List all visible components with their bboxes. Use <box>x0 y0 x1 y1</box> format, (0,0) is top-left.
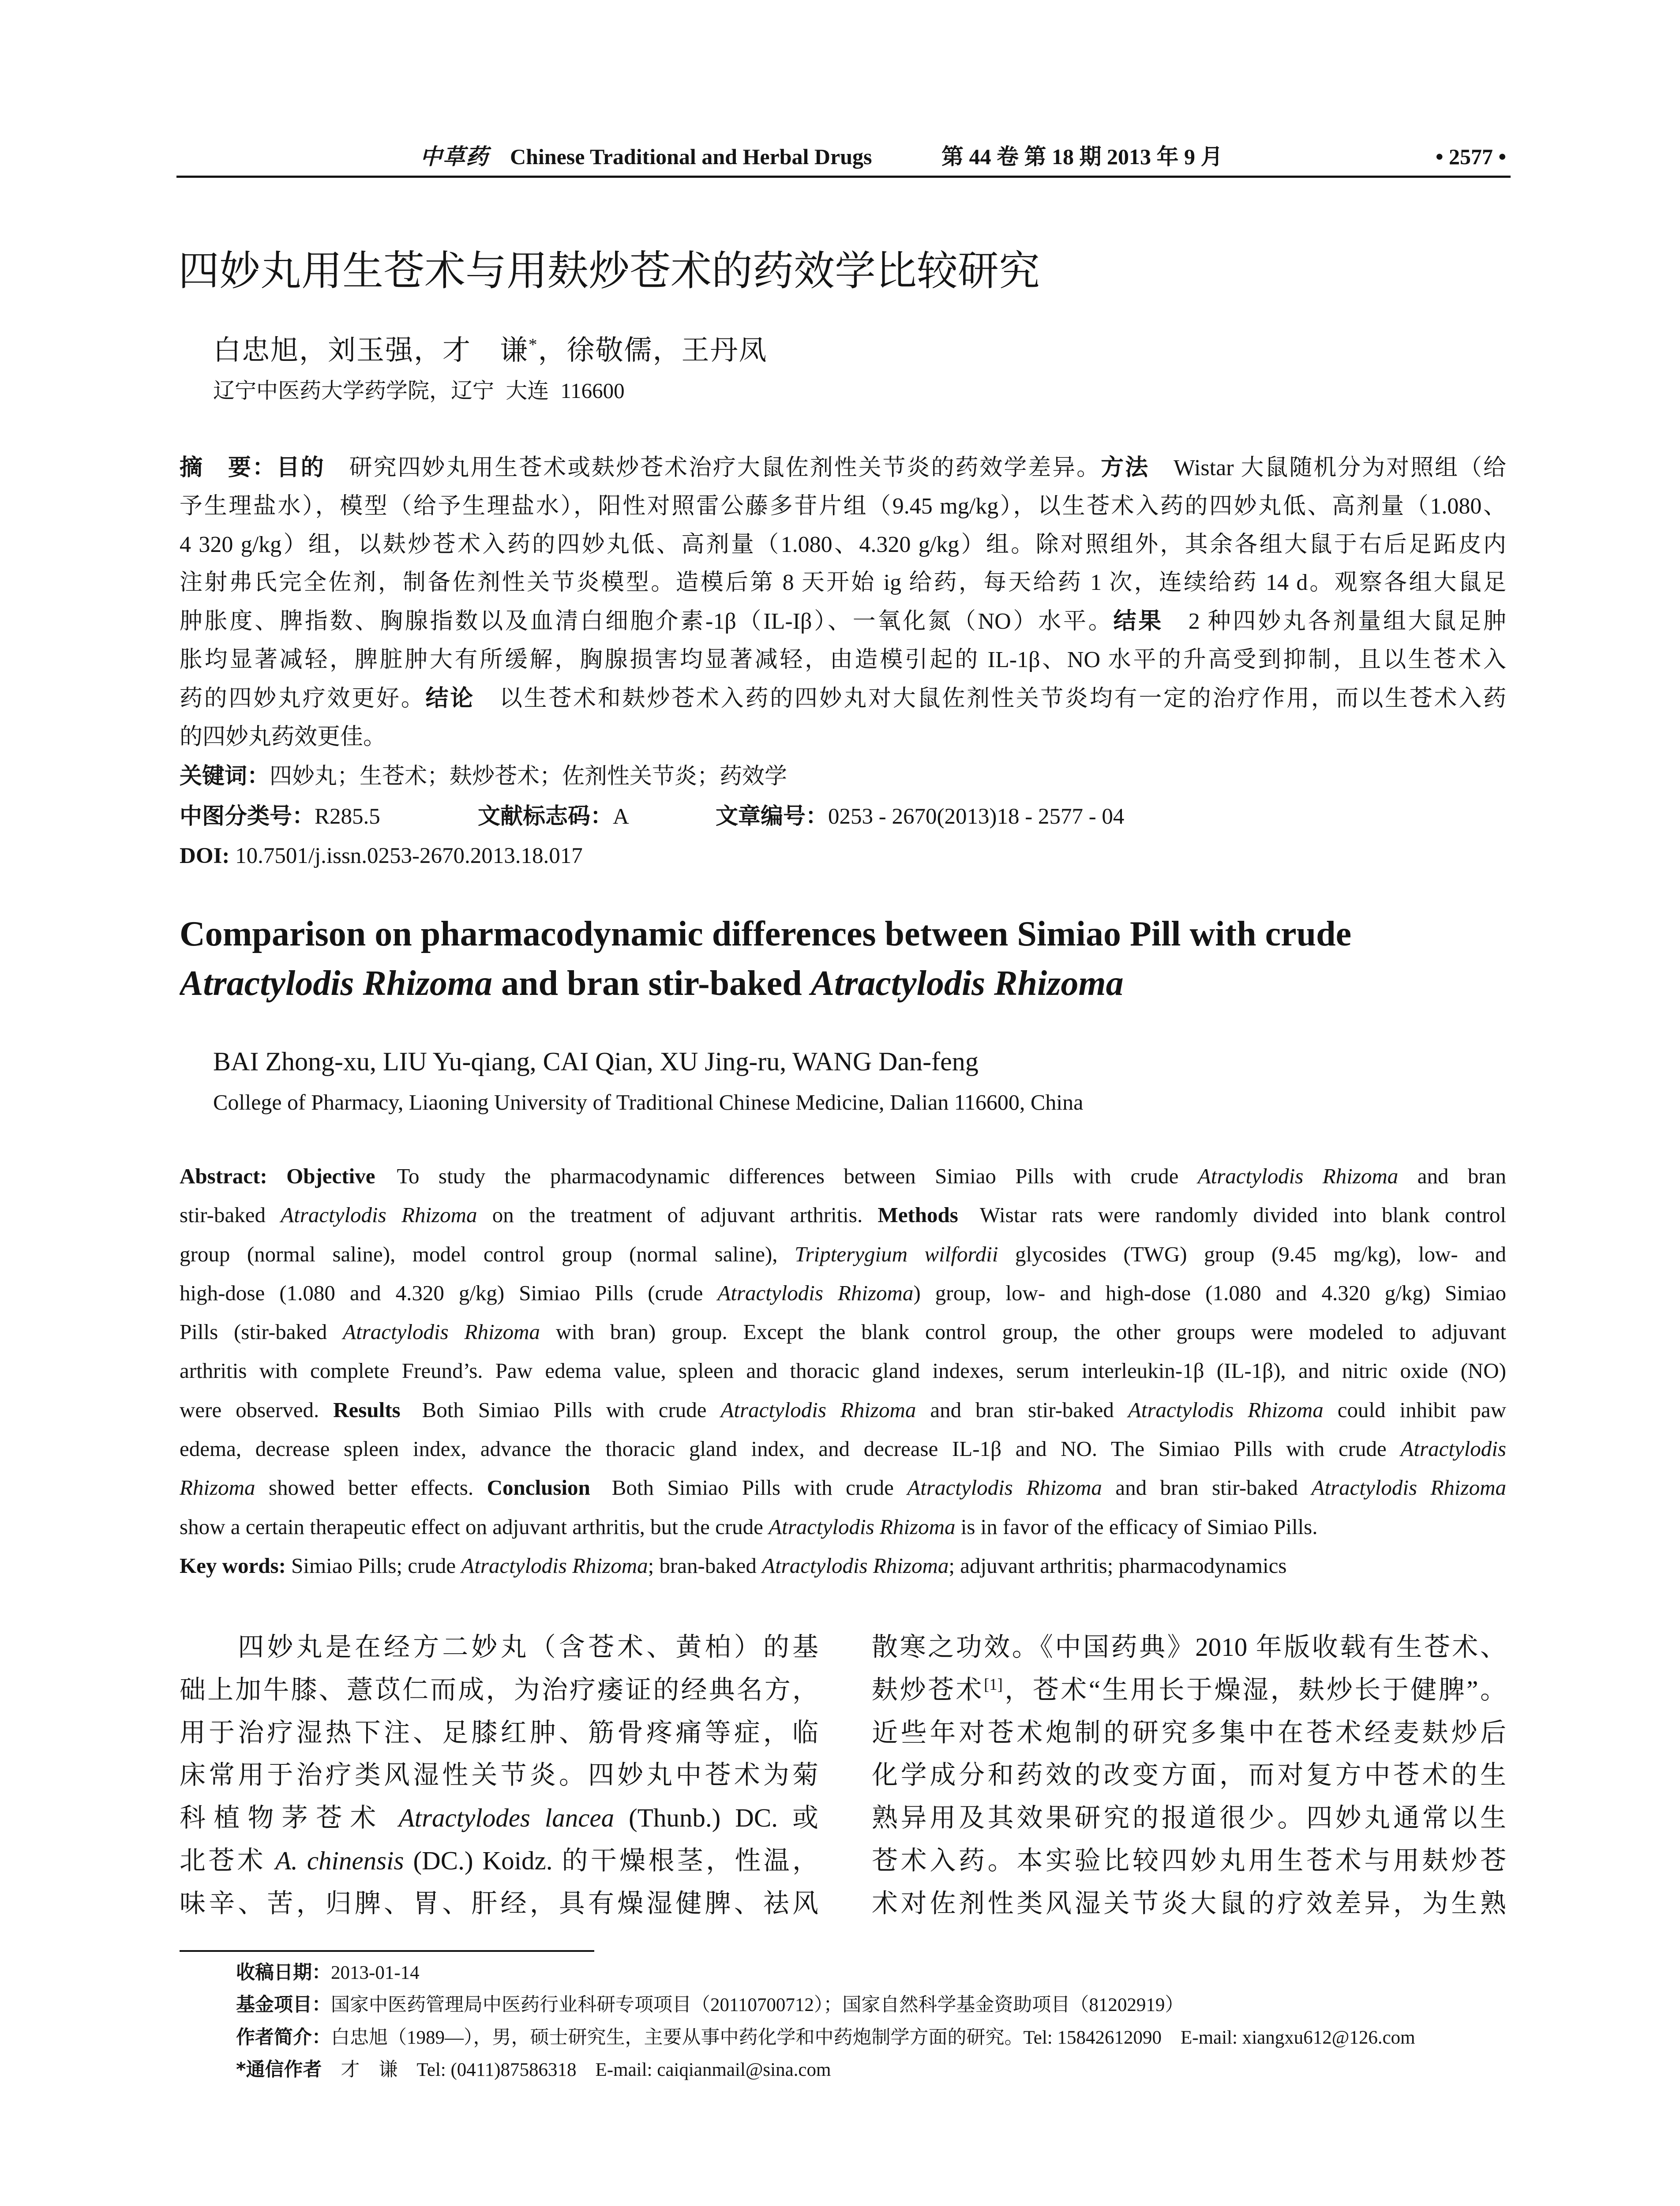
text-run: 国家中医药管理局中医药行业科研专项项目（20110700712）；国家自然科学基金资助项目（81202919） <box>331 1995 1184 2016</box>
text-run: 味辛、苦，归脾、胃、肝经，具有燥湿健脾、祛风 <box>180 1888 818 1918</box>
keywords-cn <box>180 757 1506 796</box>
bold-label: Results <box>333 1397 401 1422</box>
body-line <box>180 1669 818 1711</box>
body-line <box>872 1669 1506 1711</box>
abstract-en-line <box>180 1274 1506 1313</box>
bold-label: *通信作者 <box>236 2058 322 2081</box>
abstract-en-line <box>180 1313 1506 1351</box>
abstract-en-line <box>180 1508 1506 1546</box>
bold-label: 基金项目： <box>236 1994 331 2016</box>
text-run: 胀均显著减轻，脾脏肿大有所缓解，胸腺损害均显著减轻，由造模引起的 IL-1β、NO 水平的升高受到抑制，且以生苍术入 <box>180 647 1506 672</box>
text-run: 四妙丸是在经方二妙丸（含苍术、黄柏）的基 <box>180 1632 818 1662</box>
text-run: 研究四妙丸用生苍术或麸炒苍术治疗大鼠佐剂性关节炎的药效学差异。 <box>325 455 1101 480</box>
body-line <box>872 1711 1506 1754</box>
body-column-right <box>872 1626 1506 1925</box>
abstract-cn-line <box>180 488 1506 526</box>
text-run: 础上加牛膝、薏苡仁而成，为治疗痿证的经典名方， <box>180 1675 818 1704</box>
text-run: Both Simiao Pills with crude <box>590 1475 908 1500</box>
italic-term: Atractylodis Rhizoma <box>762 1553 949 1578</box>
article-number <box>716 797 1124 837</box>
italic-term: Atractylodis Rhizoma <box>1311 1475 1506 1500</box>
keywords-en <box>180 1546 1506 1585</box>
bold-label: 摘 要： <box>180 454 277 481</box>
footnote-line <box>236 1989 1506 2021</box>
italic-term: Atractylodes lancea <box>398 1803 615 1833</box>
text-run: 北苍术 <box>180 1846 275 1875</box>
text-run: 2013-01-14 <box>331 1962 420 1983</box>
text-run: 予生理盐水），模型（给予生理盐水），阳性对照雷公藤多苷片组（9.45 mg/kg），以生苍术入药的四妙丸低、高剂量（1.080、 <box>180 493 1506 519</box>
text-run: 以生苍术和麸炒苍术入药的四妙丸对大鼠佐剂性关节炎均有一定的治疗作用，而以生苍术入药 <box>475 686 1506 711</box>
bold-label: Methods <box>878 1203 958 1227</box>
bold-label: 收稿日期： <box>236 1962 331 1984</box>
text-run: R285.5 <box>315 804 380 829</box>
italic-term: Atractylodis Rhizoma <box>281 1203 477 1227</box>
bold-label: 中图分类号： <box>180 803 315 829</box>
journal-name-en: Chinese Traditional and Herbal Drugs <box>510 144 872 169</box>
text-run: edema, decrease spleen index, advance the thoracic gland index, and decrease IL-1β and NO. The Simiao Pills with crude <box>180 1437 1401 1461</box>
text-run: 散寒之功效。《中国药典》2010 年版收载有生苍术、 <box>872 1632 1506 1662</box>
page-number: • 2577 • <box>1435 144 1506 169</box>
footnote-line <box>236 2022 1506 2054</box>
italic-term: Rhizoma <box>180 1475 255 1500</box>
italic-term: Atractylodis Rhizoma <box>1128 1397 1324 1422</box>
body-line <box>180 1797 818 1839</box>
italic-term: Tripterygium wilfordii <box>795 1242 998 1266</box>
article-title-cn: 四妙丸用生苍术与用麸炒苍术的药效学比较研究 <box>178 247 1040 295</box>
text-run: 才 谦 Tel: (0411)87586318 E-mail: caiqianmail@sina.com <box>322 2059 831 2080</box>
abstract-en-line <box>180 1429 1506 1468</box>
doi <box>180 836 1506 876</box>
header-rule <box>176 176 1511 178</box>
text-run: high-dose (1.080 and 4.320 g/kg) Simiao Pills (crude <box>180 1280 718 1305</box>
abstract-cn-line <box>180 564 1506 602</box>
text-run: and bran stir-baked <box>916 1397 1128 1422</box>
author-list-en: BAI Zhong-xu, LIU Yu-qiang, CAI Qian, XU Jing-ru, WANG Dan-feng <box>213 1047 979 1076</box>
bold-label: Conclusion <box>487 1475 590 1500</box>
italic-term: Atractylodis Rhizoma <box>769 1514 956 1539</box>
text-run: Comparison on pharmacodynamic differences between Simiao Pill with crude <box>180 915 1352 953</box>
body-line <box>180 1711 818 1754</box>
text-run: and bran <box>1398 1164 1506 1188</box>
text-run: could inhibit paw <box>1323 1397 1506 1422</box>
text-run: (DC.) Koidz. 的干燥根茎，性温， <box>404 1846 818 1875</box>
text-run: ) group, low- and high-dose (1.080 and 4.320 g/kg) Simiao <box>913 1280 1506 1305</box>
body-line <box>872 1626 1506 1669</box>
issue-info: 第 44 卷 第 18 期 2013 年 9 月 <box>941 144 1223 169</box>
text-run: 4 320 g/kg）组，以麸炒苍术入药的四妙丸低、高剂量（1.080、4.320 g/kg）组。除对照组外，其余各组大鼠于右后足跖皮内 <box>180 532 1506 557</box>
bold-label: 作者简介： <box>236 2026 331 2048</box>
footnote-line <box>236 2054 1506 2086</box>
italic-term: A. chinensis <box>275 1846 404 1875</box>
text-run: and bran stir-baked <box>492 964 811 1003</box>
italic-term: Atractylodis Rhizoma <box>720 1397 916 1422</box>
italic-term: Atractylodis Rhizoma <box>461 1553 648 1578</box>
superscript-marker: [1] <box>984 1675 1003 1693</box>
italic-term: Atractylodis Rhizoma <box>907 1475 1102 1500</box>
text-run: 四妙丸；生苍术；麸炒苍术；佐剂性关节炎；药效学 <box>270 764 788 789</box>
text-run: ; adjuvant arthritis; pharmacodynamics <box>949 1553 1287 1578</box>
text-run: 肿胀度、脾指数、胸腺指数以及血清白细胞介素-1β（IL-Iβ）、一氧化氮（NO）水平。 <box>180 609 1114 634</box>
text-run: 白忠旭，刘玉强，才 谦 <box>213 335 529 366</box>
abstract-en-line <box>180 1196 1506 1234</box>
clc-number <box>180 797 478 837</box>
text-run: is in favor of the efficacy of Simiao Pills. <box>955 1514 1318 1539</box>
abstract-cn <box>180 449 1506 756</box>
body-line <box>872 1754 1506 1797</box>
title-en-line <box>180 959 1506 1008</box>
abstract-en-line <box>180 1391 1506 1429</box>
text-run: Pills (stir-baked <box>180 1320 343 1344</box>
body-line <box>180 1839 818 1882</box>
body-line <box>872 1797 1506 1839</box>
text-run: To study the pharmacodynamic differences between Simiao Pills with crude <box>375 1164 1198 1188</box>
abstract-cn-line <box>180 526 1506 564</box>
body-line <box>872 1839 1506 1882</box>
text-run: ，苍术“生用长于燥湿，麸炒长于健脾”。 <box>1002 1675 1506 1704</box>
body-line <box>872 1882 1506 1925</box>
title-en-line <box>180 909 1506 959</box>
italic-term: Atractylodis Rhizoma <box>1197 1164 1399 1188</box>
italic-term: Atractylodis <box>1400 1437 1506 1461</box>
text-run: 2 种四妙丸各剂量组大鼠足肿 <box>1163 609 1506 634</box>
italic-term: Atractylodis Rhizoma <box>717 1280 914 1305</box>
footnote-line <box>236 1957 1506 1989</box>
abstract-en-line <box>180 1351 1506 1390</box>
document-code <box>478 797 716 837</box>
text-run: 床常用于治疗类风湿性关节炎。四妙丸中苍术为菊 <box>180 1760 818 1790</box>
text-run: on the treatment of adjuvant arthritis. <box>477 1203 878 1227</box>
text-run: ; bran-baked <box>648 1553 762 1578</box>
text-run: 药的四妙丸疗效更好。 <box>180 686 426 711</box>
bold-label: Abstract: Objective <box>180 1164 375 1188</box>
abstract-cn-line <box>180 602 1506 641</box>
author-list-cn <box>213 333 768 368</box>
bold-label: 关键词： <box>180 763 270 789</box>
text-run: 的四妙丸药效更佳。 <box>180 724 386 750</box>
text-run: 注射弗氏完全佐剂，制备佐剂性关节炎模型。造模后第 8 天开始 ig 给药，每天给药 1 次，连续给药 14 d。观察各组大鼠足 <box>180 570 1506 596</box>
body-line <box>180 1626 818 1669</box>
affiliation-en: College of Pharmacy, Liaoning University of Traditional Chinese Medicine, Dalian 116600, China <box>213 1090 1084 1114</box>
footnotes <box>236 1957 1506 2086</box>
superscript-marker: * <box>529 335 538 354</box>
bold-label: 文章编号： <box>716 803 829 829</box>
text-run: 熟异用及其效果研究的报道很少。四妙丸通常以生 <box>872 1803 1506 1833</box>
text-run: A <box>613 804 629 829</box>
bold-label: 方法 <box>1101 454 1150 481</box>
classification-row <box>180 797 1506 837</box>
text-run: Simiao Pills; crude <box>285 1553 461 1578</box>
text-run: arthritis with complete Freund’s. Paw edema value, spleen and thoracic gland indexes, serum interleukin-1β (IL-1β), and nitric oxide (NO) <box>180 1358 1506 1383</box>
abstract-en-line <box>180 1235 1506 1274</box>
text-run: 用于治疗湿热下注、足膝红肿、筋骨疼痛等症，临 <box>180 1718 818 1747</box>
text-run: Both Simiao Pills with crude <box>400 1397 721 1422</box>
text-run: glycosides (TWG) group (9.45 mg/kg), low- and <box>998 1242 1506 1266</box>
text-run: ，徐敬儒，王丹凤 <box>538 335 768 366</box>
bold-label: 目的 <box>276 454 325 481</box>
body-column-left <box>180 1626 818 1925</box>
bold-label: Key words: <box>180 1553 286 1578</box>
abstract-en <box>180 1157 1506 1546</box>
article-title-en <box>180 909 1506 1008</box>
text-run: 术对佐剂性类风湿关节炎大鼠的疗效差异，为生熟 <box>872 1888 1506 1918</box>
abstract-cn-line <box>180 679 1506 718</box>
abstract-en-line <box>180 1157 1506 1196</box>
text-run: were observed. <box>180 1397 334 1422</box>
bold-label: 结果 <box>1113 608 1164 635</box>
text-run: 白忠旭（1989—），男，硕士研究生，主要从事中药化学和中药炮制学方面的研究。Tel: 15842612090 E-mail: xiangxu612@126.com <box>331 2027 1415 2048</box>
text-run: Wistar rats were randomly divided into blank control <box>958 1203 1506 1227</box>
abstract-en-line <box>180 1468 1506 1507</box>
bold-label: 结论 <box>425 685 475 712</box>
text-run: 近些年对苍术炮制的研究多集中在苍术经麦麸炒后 <box>872 1718 1506 1747</box>
text-run: 麸炒苍术 <box>872 1675 984 1704</box>
text-run: and bran stir-baked <box>1102 1475 1312 1500</box>
text-run: 科植物茅苍术 <box>180 1803 399 1833</box>
italic-term: Atractylodis Rhizoma <box>810 964 1124 1003</box>
bold-label: 文献标志码： <box>478 803 613 829</box>
italic-term: Atractylodis Rhizoma <box>180 964 492 1003</box>
footnote-rule <box>180 1950 594 1952</box>
text-run: 0253 - 2670(2013)18 - 2577 - 04 <box>828 804 1125 829</box>
abstract-cn-line <box>180 641 1506 679</box>
body-line <box>180 1882 818 1925</box>
affiliation-cn: 辽宁中医药大学药学院，辽宁 大连 116600 <box>213 379 625 403</box>
text-run: stir-baked <box>180 1203 281 1227</box>
text-run: (Thunb.) DC. 或 <box>614 1803 818 1833</box>
abstract-cn-line <box>180 449 1506 488</box>
journal-logo-cn: 中草药 <box>420 143 489 169</box>
text-run: 化学成分和药效的改变方面，而对复方中苍术的生 <box>872 1760 1506 1790</box>
text-run: show a certain therapeutic effect on adjuvant arthritis, but the crude <box>180 1514 769 1539</box>
text-run: group (normal saline), model control group (normal saline), <box>180 1242 795 1266</box>
abstract-cn-line <box>180 718 1506 757</box>
italic-term: Atractylodis Rhizoma <box>343 1320 540 1344</box>
body-line <box>180 1754 818 1797</box>
text-run: Wistar 大鼠随机分为对照组（给 <box>1149 455 1506 480</box>
text-run: 苍术入药。本实验比较四妙丸用生苍术与用麸炒苍 <box>872 1846 1506 1875</box>
text-run: showed better effects. <box>255 1475 487 1500</box>
text-run: 10.7501/j.issn.0253-2670.2013.18.017 <box>229 844 583 868</box>
text-run: with bran) group. Except the blank control group, the other groups were modeled to adjuvant <box>540 1320 1506 1344</box>
bold-label: DOI: <box>180 844 230 868</box>
